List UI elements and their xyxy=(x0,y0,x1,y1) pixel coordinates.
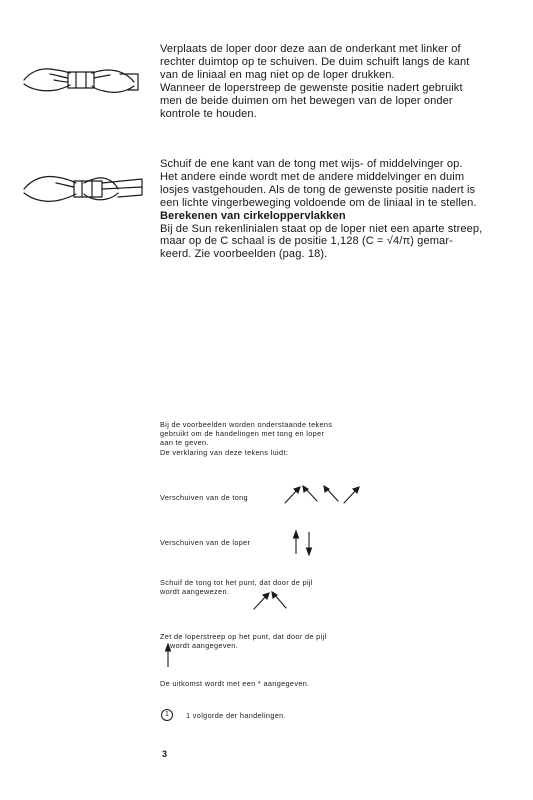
section-heading: Berekenen van cirkeloppervlakken xyxy=(160,209,346,222)
text-line: rechter duimtop op te schuiven. De duim schuift langs de kant xyxy=(160,55,470,68)
slide-arrows-icon xyxy=(283,484,363,506)
text-line: Bij de Sun rekenlinialen staat op de loper niet een aparte streep, xyxy=(160,222,483,235)
text-line: losjes vastgehouden. Als de tong de gewenste positie nadert is xyxy=(160,183,476,196)
legend-tong-label: Verschuiven van de tong xyxy=(160,493,248,502)
text-line: wordt aangewezen. xyxy=(160,587,230,597)
text-line: aan te geven. xyxy=(160,438,209,448)
text-line: Wanneer de loperstreep de gewenste positie nadert gebruikt xyxy=(160,81,463,94)
text-line: De verklaring van deze tekens luidt: xyxy=(160,447,289,457)
cursor-arrows-icon xyxy=(290,530,320,556)
legend-zet xyxy=(160,632,327,650)
legend-uitkomst: De uitkomst wordt met een * aangegeven. xyxy=(160,679,310,688)
text-line: wordt aangegeven. xyxy=(170,641,239,651)
cursor-point-arrow-icon xyxy=(162,643,174,669)
legend-intro xyxy=(160,420,332,457)
legend-volgorde: 1 volgorde der handelingen. xyxy=(186,711,286,720)
hands-cursor-illustration xyxy=(20,58,140,102)
text-line: Bij de voorbeelden worden onderstaande tekens xyxy=(160,420,333,429)
text-line: maar op de C schaal is de positie 1,128 (C = √4/π) gemar- xyxy=(160,235,453,248)
text-line: kontrole te houden. xyxy=(160,107,257,120)
text-line: Schuif de tong tot het punt, dat door de pijl xyxy=(160,578,313,587)
text-line: Zet de loperstreep op het punt, dat door de pijl xyxy=(160,632,327,641)
text-line: Het andere einde wordt met de andere middelvinger en duim xyxy=(160,170,465,183)
cursor-instructions xyxy=(160,43,508,120)
text-line: Verplaats de loper door deze aan de onderkant met linker of xyxy=(160,43,461,55)
slide-instructions xyxy=(160,158,508,261)
sequence-number-icon: 1 xyxy=(161,709,173,721)
text-line: gebruikt om de handelingen met tong en loper xyxy=(160,429,325,439)
hands-slide-illustration xyxy=(20,167,146,211)
text-line: van de liniaal en mag niet op de loper drukken. xyxy=(160,68,395,81)
text-line: Schuif de ene kant van de tong met wijs- of middelvinger op. xyxy=(160,158,463,170)
text-line: een lichte vingerbeweging voldoende om de liniaal in te stellen. xyxy=(160,196,477,209)
text-line: men de beide duimen om het bewegen van de loper onder xyxy=(160,94,453,107)
slide-point-arrows-icon xyxy=(252,589,292,611)
legend-loper-label: Verschuiven van de loper xyxy=(160,538,251,547)
text-line: keerd. Zie voorbeelden (pag. 18). xyxy=(160,248,328,261)
page-number: 3 xyxy=(162,749,168,759)
